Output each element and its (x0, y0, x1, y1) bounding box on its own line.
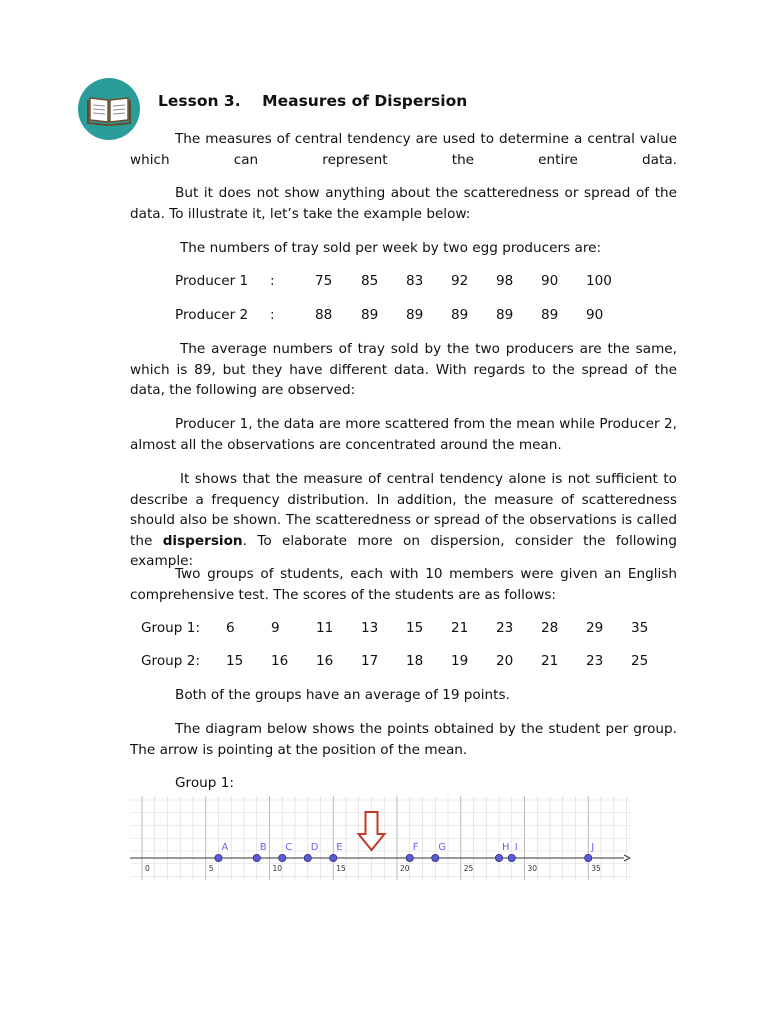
table-cell: 23 (496, 620, 514, 636)
mean-arrow-icon (359, 812, 385, 850)
data-point (406, 854, 413, 861)
data-point (253, 854, 260, 861)
point-label: D (310, 842, 319, 853)
table-cell: 100 (586, 273, 612, 289)
table-cell: 29 (586, 620, 604, 636)
data-point (495, 854, 502, 861)
group-label: Group 2: (141, 653, 200, 669)
point-label: G (438, 842, 446, 853)
tick-label: 20 (400, 864, 410, 873)
table-cell: 88 (315, 307, 333, 323)
point-label: I (514, 842, 518, 853)
paragraph-diagram: The diagram below shows the points obtained by the student per group. The arrow is pointing at the position of the mean. (130, 721, 677, 758)
dispersion-term: dispersion (162, 532, 243, 549)
producers-intro: The numbers of tray sold per week by two egg producers are: (180, 240, 602, 256)
lesson-title: Lesson 3. Measures of Dispersion (158, 92, 468, 110)
data-point (215, 854, 222, 861)
data-point (279, 854, 286, 861)
table-cell: 13 (361, 620, 379, 636)
table-cell: 16 (271, 653, 289, 669)
data-point (330, 854, 337, 861)
table-cell: 90 (586, 307, 604, 323)
table-cell: 6 (226, 620, 235, 636)
axis-arrow-icon (624, 855, 630, 861)
point-label: J (591, 842, 595, 853)
paragraph-intro: The measures of central tendency are used to determine a central value which can represent the entire data. (130, 131, 677, 168)
diagram-caption: Group 1: (175, 775, 234, 791)
table-cell: 90 (541, 273, 559, 289)
producer-label: Producer 2 (175, 307, 249, 323)
tick-label: 25 (463, 864, 474, 873)
table-cell: 83 (406, 273, 424, 289)
point-label: A (221, 842, 229, 853)
table-cell: 21 (451, 620, 469, 636)
tick-label: 10 (272, 864, 283, 873)
table-cell: 75 (315, 273, 333, 289)
table-cell: 17 (361, 653, 379, 669)
producer-label: Producer 1 (175, 273, 249, 289)
table-cell: 21 (541, 653, 559, 669)
table-cell: 89 (406, 307, 424, 323)
table-cell: 28 (541, 620, 559, 636)
paragraph-average-points: Both of the groups have an average of 19 points. (175, 687, 510, 703)
data-point (585, 854, 592, 861)
table-cell: 15 (226, 653, 244, 669)
dispersion-text-after: . To elaborate more on dispersion, consider the following example: (130, 532, 677, 570)
paragraph-spread: But it does not show anything about the scatteredness or spread of the data. To illustrate it, let’s take the example below: (130, 185, 677, 222)
paragraph-dispersion (130, 469, 677, 572)
table-cell: 85 (361, 273, 379, 289)
separator: : (270, 273, 275, 289)
tick-label: 30 (527, 864, 538, 873)
point-label: F (412, 842, 419, 853)
data-point (508, 854, 515, 861)
dispersion-text-before: It shows that the measure of central tendency alone is not sufficient to describe a frequency distribution. In addition, the measure of scatteredness should also be shown. The scatteredness or spread of the observations is called the (130, 471, 677, 549)
table-cell: 15 (406, 620, 424, 636)
tick-label: 5 (208, 864, 214, 873)
table-cell: 20 (496, 653, 514, 669)
paragraph-producer-observation: Producer 1, the data are more scattered from the mean while Producer 2, almost all the observations are concentrated around the mean. (130, 416, 677, 453)
table-cell: 19 (451, 653, 469, 669)
table-cell: 92 (451, 273, 469, 289)
point-label: H (502, 842, 510, 853)
table-cell: 11 (316, 620, 334, 636)
table-cell: 23 (586, 653, 604, 669)
table-cell: 18 (406, 653, 424, 669)
point-label: B (259, 842, 267, 853)
table-cell: 89 (451, 307, 469, 323)
number-line-diagram (130, 796, 630, 880)
group-label: Group 1: (141, 620, 200, 636)
point-label: C (285, 842, 293, 853)
table-cell: 89 (541, 307, 559, 323)
tick-label: 35 (591, 864, 601, 873)
tick-label: 15 (336, 864, 346, 873)
table-cell: 25 (631, 653, 649, 669)
tick-label: 0 (145, 864, 150, 873)
separator: : (270, 307, 275, 323)
paragraph-groups: Two groups of students, each with 10 members were given an English comprehensive test. The scores of the students are as follows: (130, 566, 677, 603)
table-cell: 98 (496, 273, 514, 289)
table-cell: 9 (271, 620, 280, 636)
table-cell: 35 (631, 620, 649, 636)
paragraph-average: The average numbers of tray sold by the two producers are the same, which is 89, but they have different data. With regards to the spread of the data, the following are observed: (130, 341, 677, 399)
point-label: E (336, 842, 343, 853)
table-cell: 89 (496, 307, 514, 323)
data-point (304, 854, 311, 861)
data-point (432, 854, 439, 861)
table-cell: 89 (361, 307, 379, 323)
table-cell: 16 (316, 653, 334, 669)
